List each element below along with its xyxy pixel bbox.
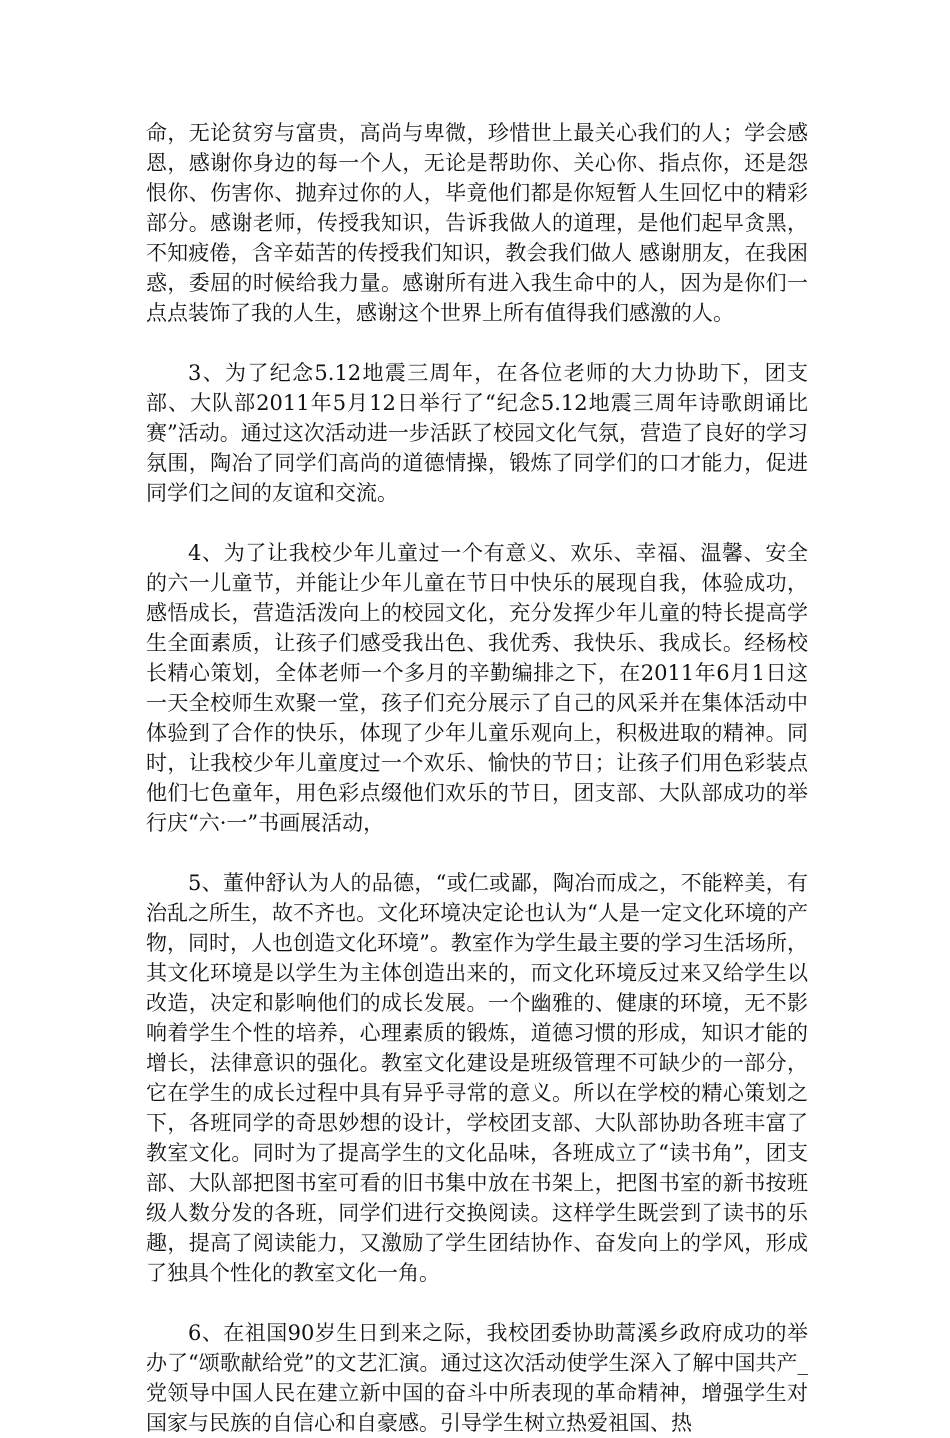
paragraph-item-5: 5、董仲舒认为人的品德，“或仁或鄙，陶冶而成之，不能粹美，有治乱之所生，故不齐也。文化环境决定论也认为“人是一定文化环境的产物，同时，人也创造文化环境”。教室作为学生最主要的学习生活场所，其文化环境是以学生为主体创造出来的，而文化环境反过来又给学生以改造，决定和影响他们的成长发展。一个幽雅的、健康的环境，无不影响着学生个性的培养，心理素质的锻炼，道德习惯的形成，知识才能的增长，法律意识的强化。教室文化建设是班级管理不可缺少的一部分，它在学生的成长过程中具有异乎寻常的意义。所以在学校的精心策划之下，各班同学的奇思妙想的设计，学校团支部、大队部协助各班丰富了教室文化。同时为了提高学生的文化品味，各班成立了“读书角”，团支部、大队部把图书室可看的旧书集中放在书架上，把图书室的新书按班级人数分发的各班，同学们进行交换阅读。这样学生既尝到了读书的乐趣，提高了阅读能力，又激励了学生团结协作、奋发向上的学风，形成了独具个性化的教室文化一角。 bbox=[146, 871, 808, 1285]
document-page bbox=[146, 118, 808, 1438]
paragraph-item-3: 3、为了纪念5.12地震三周年，在各位老师的大力协助下，团支部、大队部2011年5月12日举行了“纪念5.12地震三周年诗歌朗诵比赛”活动。通过这次活动进一步活跃了校园文化气氛，营造了良好的学习氛围，陶冶了同学们高尚的道德情操，锻炼了同学们的口才能力，促进同学们之间的友谊和交流。 bbox=[146, 361, 808, 505]
paragraph-item-4: 4、为了让我校少年儿童过一个有意义、欢乐、幸福、温馨、安全的六一儿童节，并能让少年儿童在节日中快乐的展现自我，体验成功，感悟成长，营造活泼向上的校园文化，充分发挥少年儿童的特长提高学生全面素质，让孩子们感受我出色、我优秀、我快乐、我成长。经杨校长精心策划，全体老师一个多月的辛勤编排之下，在2011年6月1日这一天全校师生欢聚一堂，孩子们充分展示了自己的风采并在集体活动中体验到了合作的快乐，体现了少年儿童乐观向上，积极进取的精神。同时，让我校少年儿童度过一个欢乐、愉快的节日；让孩子们用色彩装点他们七色童年，用色彩点缀他们欢乐的节日，团支部、大队部成功的举行庆“六·一”书画展活动， bbox=[146, 541, 808, 835]
paragraph-item-6: 6、在祖国90岁生日到来之际，我校团委协助蒿溪乡政府成功的举办了“颂歌献给党”的文艺汇演。通过这次活动使学生深入了解中国共产_党领导中国人民在建立新中国的奋斗中所表现的革命精神，增强学生对国家与民族的自信心和自豪感。引导学生树立热爱祖国、热 bbox=[146, 1321, 808, 1435]
paragraph-gratitude: 命，无论贫穷与富贵，高尚与卑微，珍惜世上最关心我们的人；学会感恩，感谢你身边的每一个人，无论是帮助你、关心你、指点你，还是怨恨你、伤害你、抛弃过你的人，毕竟他们都是你短暂人生回忆中的精彩部分。感谢老师，传授我知识，告诉我做人的道理，是他们起早贪黑，不知疲倦，含辛茹苦的传授我们知识，教会我们做人 感谢朋友，在我困惑，委屈的时候给我力量。感谢所有进入我生命中的人，因为是你们一点点装饰了我的人生，感谢这个世界上所有值得我们感激的人。 bbox=[146, 121, 808, 325]
